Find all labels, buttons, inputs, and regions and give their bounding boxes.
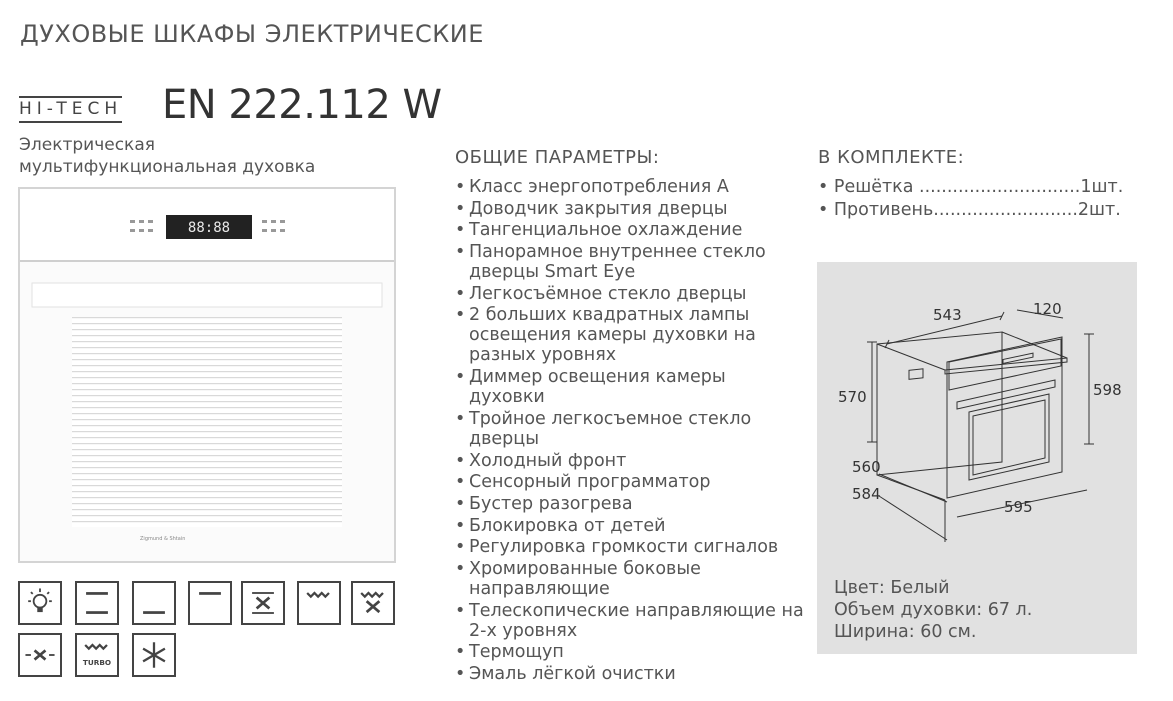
- param-item: [455, 242, 805, 282]
- param-text: Тангенциальное охлаждение: [469, 220, 743, 241]
- bullet: •: [455, 198, 466, 219]
- param-item: [455, 199, 805, 219]
- params-list: [455, 177, 805, 686]
- bullet: •: [455, 408, 466, 429]
- display-text: 88:88: [187, 220, 231, 236]
- param-item: [455, 559, 805, 599]
- param-text: Эмаль лёгкой очистки: [469, 664, 676, 684]
- kit-heading: В КОМПЛЕКТЕ:: [818, 147, 965, 168]
- bullet: •: [455, 305, 466, 326]
- param-text: Термощуп: [469, 642, 564, 663]
- dimensions-panel: [817, 262, 1137, 654]
- bullet: •: [455, 220, 466, 241]
- defrost-icon: [132, 633, 176, 677]
- param-item: [455, 367, 805, 407]
- spec-width: Ширина: 60 см.: [834, 622, 977, 642]
- param-text: Класс энергопотребления А: [469, 177, 729, 197]
- bottom-heat-icon: [132, 581, 176, 625]
- bullet: •: [455, 177, 466, 197]
- param-text: Доводчик закрытия дверцы: [469, 198, 728, 219]
- bullet: •: [455, 367, 466, 388]
- spec-volume: Объем духовки: 67 л.: [834, 600, 1033, 620]
- category-title: ДУХОВЫЕ ШКАФЫ ЭЛЕКТРИЧЕСКИЕ: [20, 20, 484, 48]
- bullet: •: [455, 642, 466, 663]
- param-text: Блокировка от детей: [469, 515, 666, 536]
- param-text: Холодный фронт: [469, 450, 627, 471]
- bullet: •: [455, 558, 466, 579]
- spec-color: Цвет: Белый: [834, 578, 950, 598]
- dimension-depth-label: 543: [933, 306, 962, 324]
- param-item: [455, 220, 805, 240]
- params-heading: ОБЩИЕ ПАРАМЕТРЫ:: [455, 147, 660, 168]
- oven-window: [72, 317, 342, 527]
- param-item: [455, 177, 805, 197]
- param-item: [455, 601, 805, 641]
- param-item: [455, 409, 805, 449]
- param-text: Хромированные боковые направляющие: [469, 558, 701, 599]
- bullet: •: [455, 283, 466, 304]
- bullet: •: [455, 242, 466, 263]
- defrost-fan-icon: [18, 633, 62, 677]
- bullet: •: [455, 537, 466, 558]
- param-text: Легкосъёмное стекло дверцы: [469, 283, 747, 304]
- param-text: Диммер освещения камеры духовки: [469, 367, 726, 408]
- param-item: [455, 472, 805, 492]
- param-item: [455, 284, 805, 304]
- bullet: •: [455, 664, 466, 684]
- param-text: 2 больших квадратных лампы освещения камеры духовки на разных уровнях: [469, 305, 756, 366]
- param-item: [455, 537, 805, 557]
- dimension-height-label: 598: [1093, 381, 1122, 399]
- param-item: [455, 642, 805, 662]
- oven-photo: [18, 187, 396, 563]
- grill-fan-icon: [351, 581, 395, 625]
- kit-item: • Решётка .............................1шт.: [818, 177, 1124, 197]
- dimension-niche-width-label: 560: [852, 458, 881, 476]
- param-text: Бустер разогрева: [469, 493, 633, 514]
- model-name: EN 222.112 W: [162, 82, 442, 128]
- light-bulb-icon: [18, 581, 62, 625]
- param-item: [455, 451, 805, 471]
- bullet: •: [455, 450, 466, 471]
- series-label: HI-TECH: [19, 96, 122, 123]
- bullet: •: [455, 515, 466, 536]
- brand-logo: Zigmund & Shtain: [140, 536, 186, 542]
- param-item: [455, 305, 805, 365]
- param-item: [455, 516, 805, 536]
- turbo-label: TURBO: [82, 658, 112, 667]
- bullet: •: [455, 600, 466, 621]
- param-text: Панорамное внутреннее стекло дверцы Smart Eye: [469, 242, 766, 283]
- param-item: [455, 494, 805, 514]
- dimension-front-label: 120: [1033, 300, 1062, 318]
- dimension-width-label: 595: [1004, 498, 1033, 516]
- param-text: Телескопические направляющие на 2-х уровнях: [469, 600, 804, 641]
- top-heat-icon: [188, 581, 232, 625]
- param-item: [455, 664, 805, 684]
- turbo-grill-icon: [75, 633, 119, 677]
- description-line: Электрическая: [19, 135, 155, 155]
- param-text: Регулировка громкости сигналов: [469, 537, 779, 558]
- description-line: мультифункциональная духовка: [19, 157, 316, 177]
- kit-item: • Противень..........................2шт.: [818, 200, 1121, 220]
- dimension-cut-width-label: 584: [852, 485, 881, 503]
- grill-icon: [297, 581, 341, 625]
- top-bottom-heat-icon: [75, 581, 119, 625]
- bullet: •: [455, 472, 466, 493]
- product-description: [19, 134, 315, 178]
- bullet: •: [455, 493, 466, 514]
- param-text: Тройное легкосъемное стекло дверцы: [469, 408, 752, 449]
- param-text: Сенсорный программатор: [469, 472, 711, 493]
- dimension-niche-height-label: 570: [838, 388, 867, 406]
- fan-ring-heat-icon: [241, 581, 285, 625]
